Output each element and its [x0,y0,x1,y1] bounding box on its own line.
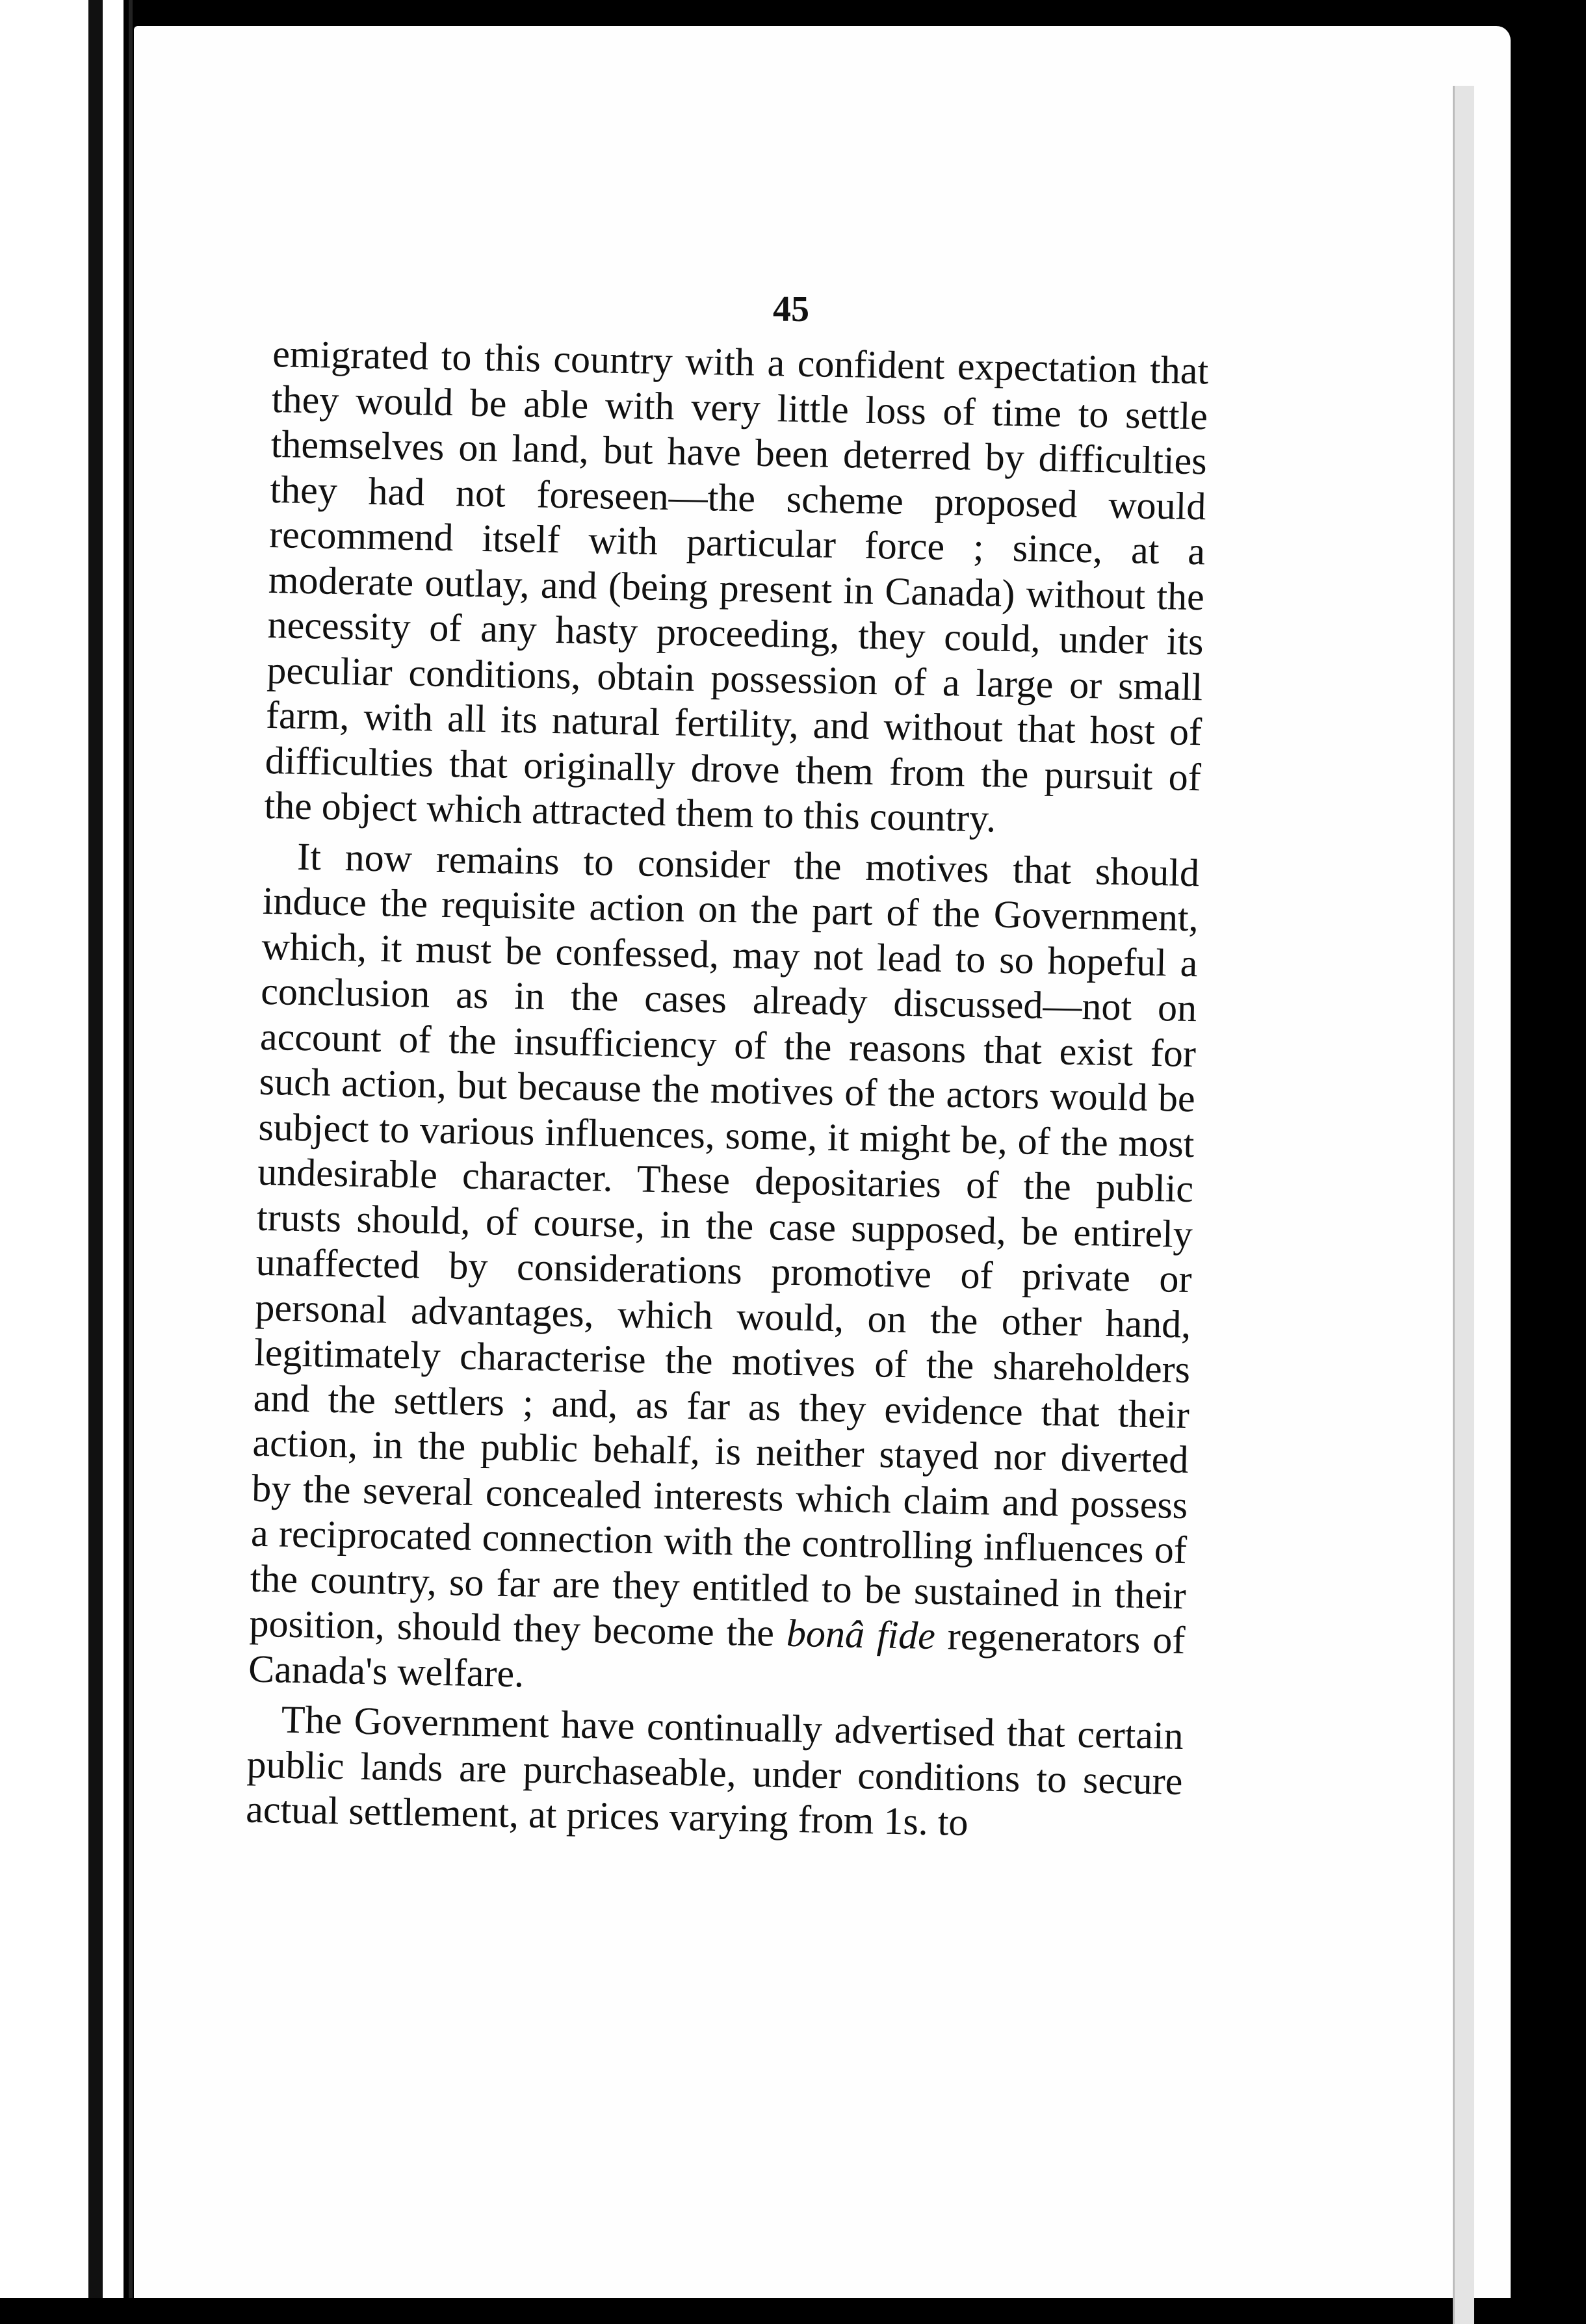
paragraph-2-ending: regenerators of Canada's welfare. [248,1614,1186,1695]
page-number: 45 [773,289,809,329]
paragraph-2-text: It now remains to consider the motives that should induce the requisite action on the part of the Government, which, it must be confessed, may not lead to so hopeful a conclusion as in the cases already discussed—not on account of the insufficiency of the reasons that exist for such action, but because the motives of the actors would be subject to various influences, some, it might be, of the most undesirable character. These depositaries of the public trusts should, of course, in the case supposed, be entirely unaffected by considerations promotive of private or personal advantages, which would, on the other hand, legitimately characterise the motives of the shareholders and the settlers ; and, as far as they evidence that their action, in the public behalf, is neither stayed nor diverted by the several concealed interests which claim and possess a reciprocated connection with the controlling influences of the country, so far are they entitled to be sustained in their position, should they become the [248,834,1200,1655]
spine-shadow [88,0,103,2298]
page-edge [1453,86,1474,2324]
italic-phrase: bonâ fide [786,1611,936,1658]
paragraph-2 [248,833,1200,1709]
spine-edge [129,0,133,2298]
body-text [246,331,1209,1854]
page-gutter [0,0,124,2298]
paragraph-3: The Government have continually advertised that certain public lands are purchaseable, under conditions to secure actual settlement, at prices varying from 1s. to [245,1698,1184,1844]
paragraph-1: emigrated to this country with a confident expectation that they would be able with very little loss of time to settle themselves on land, but have been deterred by difficulties they had not foreseen—the scheme proposed would recommend itself with particular force ; since, at a moderate outlay, and (being present in Canada) without the necessity of any hasty proceeding, they could, under its peculiar conditions, obtain possession of a large or small farm, with all its natural fertility, and without that host of difficulties that originally drove them from the pursuit of the object which attracted them to this country. [264,331,1209,840]
